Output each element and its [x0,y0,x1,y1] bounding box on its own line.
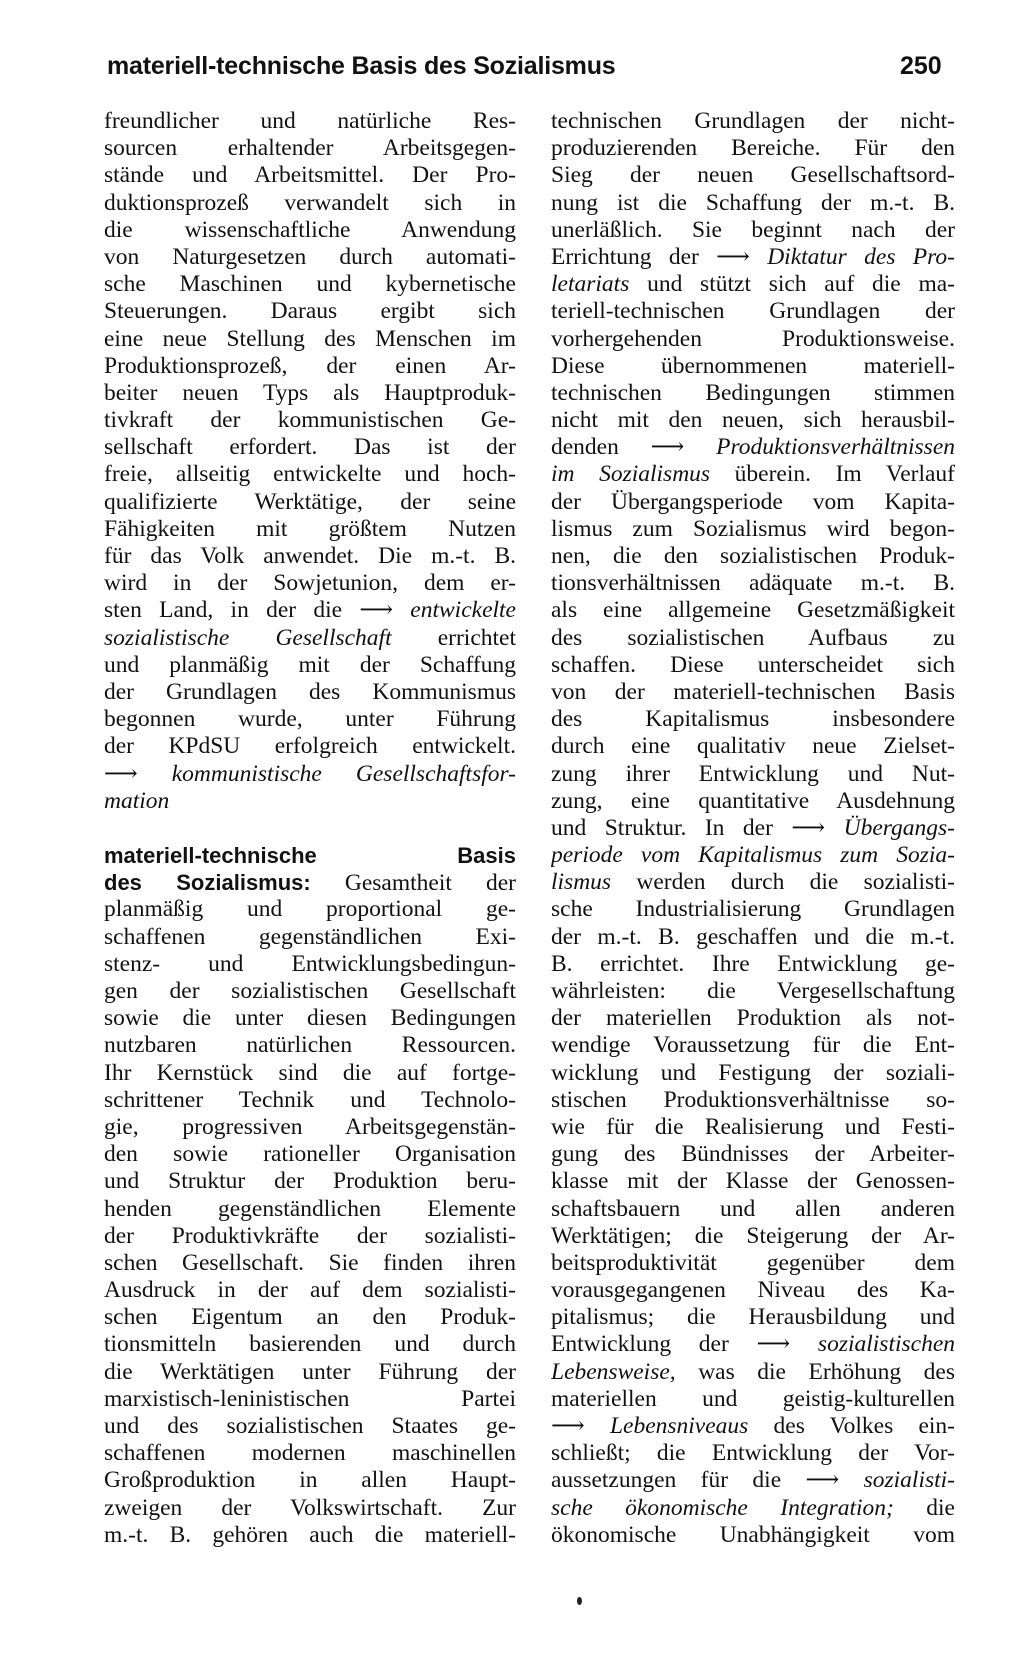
text-line: die Werktätigen unter Führung der [104,1358,516,1385]
page-number: 250 [900,52,942,80]
text-line: den sowie rationeller Organisation [104,1141,516,1168]
text-line: tionsverhältnissen adäquate m.-t. B. [551,570,955,597]
text-line: von der materiell-technischen Basis [551,678,955,705]
text-line: Lebensweise, was die Erhöhung des [551,1358,955,1385]
cross-reference[interactable]: lismus [551,869,612,896]
text-line: duktionsprozeß verwandelt sich in [104,189,516,216]
text-line: freundlicher und natürliche Res- [104,108,516,134]
cross-reference[interactable]: sche ökonomische Integration; [551,1494,894,1521]
headword: Basis [457,843,516,869]
text-line: Sieg der neuen Gesellschaftsord- [551,162,955,189]
text-line: stenz- und Entwicklungsbedingun- [104,950,516,977]
text-line: schrittener Technik und Technolo- [104,1086,516,1113]
text-line: gie, progressiven Arbeitsgegenstän- [104,1113,516,1140]
text-line: Entwicklung der ⟶ sozialistischen [551,1331,955,1358]
text-line: stischen Produktionsverhältnisse so- [551,1086,955,1113]
text-line: stände und Arbeitsmittel. Der Pro- [104,162,516,189]
text-line: nung ist die Schaffung der m.-t. B. [551,189,955,216]
text-line: schaffenen modernen maschinellen [104,1440,516,1467]
right-column [551,108,955,1549]
cross-reference[interactable]: im Sozialismus [551,461,711,488]
headword: des Sozialismus: [104,870,311,896]
text-line: letariats und stützt sich auf die ma- [551,271,955,298]
text-line: wicklung und Festigung der soziali- [551,1059,955,1086]
text-line [551,842,955,869]
text-line: ⟶ Lebensniveaus des Volkes ein- [551,1413,955,1439]
text-line: der Grundlagen des Kommunismus [104,678,516,705]
text-line: qualifizierte Werktätige, der seine [104,488,516,515]
text-line: Werktätigen; die Steigerung der Ar- [551,1222,955,1249]
text-line: der KPdSU erfolgreich entwickelt. [104,733,516,760]
text-line: produzierenden Bereiche. Für den [551,135,955,162]
text-line: technischen Bedingungen stimmen [551,379,955,406]
text-line: gung des Bündnisses der Arbeiter- [551,1141,955,1168]
text-line: gen der sozialistischen Gesellschaft [104,978,516,1004]
cross-reference[interactable]: sozialisti- [863,1467,955,1494]
text-line: planmäßig und proportional ge- [104,896,516,923]
text-line: nicht mit den neuen, sich herausbil- [551,407,955,434]
text-line: der materiellen Produktion als not- [551,1005,955,1032]
scan-speck [577,1597,582,1605]
text-line: m.-t. B. gehören auch die materiell- [104,1521,516,1548]
text-line: vorhergehenden Produktionsweise. [551,325,955,352]
text-line: Ihr Kernstück sind die auf fortge- [104,1059,516,1086]
cross-reference-arrow-icon: ⟶ [716,243,750,270]
text-line: henden gegenständlichen Elemente [104,1195,516,1222]
text-line: für das Volk anwendet. Die m.-t. B. [104,543,516,569]
running-head: materiell-technische Basis des Sozialismus [107,52,616,80]
text-line: Diese übernommenen materiell- [551,352,955,379]
text-line: die wissenschaftliche Anwendung [104,216,516,243]
text-line: schaffen. Diese unterscheidet sich [551,651,955,678]
cross-reference[interactable]: mation [104,787,170,814]
cross-reference-arrow-icon: ⟶ [551,1413,585,1439]
text-line [104,761,516,788]
text-line: sche Industrialisierung Grundlagen [551,896,955,923]
text-line: des Kapitalismus insbesondere [551,706,955,733]
cross-reference[interactable]: entwickelte [410,597,516,624]
text-line: schaftsbauern und allen anderen [551,1195,955,1222]
text-line: wird in der Sowjetunion, dem er- [104,570,516,597]
text-line: sche ökonomische Integration; die [551,1494,955,1521]
text-line: und Struktur. In der ⟶ Übergangs- [551,814,955,841]
text-line: lismus werden durch die sozialisti- [551,869,955,896]
text-line: währleisten: die Vergesellschaftung [551,978,955,1004]
text-line: zweigen der Volkswirtschaft. Zur [104,1494,516,1521]
text-line: Errichtung der ⟶ Diktatur des Pro- [551,243,955,270]
text-line: aussetzungen für die ⟶ sozialisti- [551,1467,955,1494]
text-line: freie, allseitig entwickelte und hoch- [104,461,516,488]
cross-reference[interactable]: Diktatur des Pro- [767,243,955,270]
text-line: der m.-t. B. geschaffen und die m.-t. [551,923,955,950]
text-line: schen Gesellschaft. Sie finden ihren [104,1249,516,1276]
headword: materiell-technische [104,843,317,869]
text-line: sozialistische Gesellschaft errichtet [104,624,516,651]
text-line: sche Maschinen und kybernetische [104,271,516,298]
text-line: nutzbaren natürlichen Ressourcen. [104,1032,516,1059]
text-line: und Struktur der Produktion beru- [104,1168,516,1195]
cross-reference-arrow-icon: ⟶ [756,1331,791,1358]
cross-reference[interactable]: kommunistische Gesellschaftsfor- [171,760,516,787]
headword-line: des Sozialismus: Gesamtheit der [104,870,516,897]
text-line [104,788,516,815]
cross-reference[interactable]: letariats [551,271,630,298]
text-line: schließt; die Entwicklung der Vor- [551,1440,955,1467]
text-line: sowie die unter diesen Bedingungen [104,1005,516,1032]
text-line: klasse mit der Klasse der Genossen- [551,1168,955,1195]
text-line: Fähigkeiten mit größtem Nutzen [104,515,516,542]
text-line: teriell-technischen Grundlagen der [551,298,955,325]
cross-reference[interactable]: sozialistischen [817,1331,955,1358]
text-line: und des sozialistischen Staates ge- [104,1413,516,1439]
cross-reference[interactable]: Lebensniveaus [609,1413,749,1439]
text-line: materiellen und geistig-kulturellen [551,1385,955,1412]
text-line: von Naturgesetzen durch automati- [104,243,516,270]
text-line: wie für die Realisierung und Festi- [551,1113,955,1140]
text-line: vorausgegangenen Niveau des Ka- [551,1277,955,1304]
text-line: B. errichtet. Ihre Entwicklung ge- [551,950,955,977]
cross-reference[interactable]: periode vom Kapitalismus zum Sozia- [551,842,955,869]
text-line: des sozialistischen Aufbaus zu [551,624,955,651]
text-line: Produktionsprozeß, der einen Ar- [104,352,516,379]
text-line: tivkraft der kommunistischen Ge- [104,407,516,434]
text-line: wendige Voraussetzung für die Ent- [551,1032,955,1059]
cross-reference-arrow-icon: ⟶ [791,814,826,841]
text-line: ökonomische Unabhängigkeit vom [551,1521,955,1548]
text-line: nen, die den sozialistischen Produk- [551,543,955,569]
text-line: sellschaft erfordert. Das ist der [104,434,516,461]
text-line: eine neue Stellung des Menschen im [104,325,516,352]
text-line: beitsproduktivität gegenüber dem [551,1249,955,1276]
cross-reference[interactable]: Lebensweise, [551,1358,676,1385]
cross-reference-arrow-icon: ⟶ [650,434,685,461]
text-line: tionsmitteln basierenden und durch [104,1331,516,1358]
text-line: sten Land, in der die ⟶ entwickelte [104,597,516,624]
text-line: begonnen wurde, unter Führung [104,706,516,733]
text-line: marxistisch-leninistischen Partei [104,1385,516,1412]
cross-reference-arrow-icon: ⟶ [359,597,394,624]
text-line: Steuerungen. Daraus ergibt sich [104,298,516,325]
text-line: durch eine qualitativ neue Zielset- [551,733,955,760]
text-line: Ausdruck in der auf dem sozialisti- [104,1277,516,1304]
text-line: der Übergangsperiode vom Kapita- [551,488,955,515]
cross-reference-arrow-icon: ⟶ [104,760,138,787]
text-line: pitalismus; die Herausbildung und [551,1304,955,1331]
entry-spacer [104,815,516,842]
text-line: als eine allgemeine Gesetzmäßigkeit [551,597,955,624]
text-line: der Produktivkräfte der sozialisti- [104,1222,516,1249]
text-line: beiter neuen Typs als Hauptproduk- [104,379,516,406]
text-line: schen Eigentum an den Produk- [104,1304,516,1331]
left-column [104,108,516,1549]
text-line: technischen Grundlagen der nicht- [551,108,955,134]
text-line: schaffenen gegenständlichen Exi- [104,923,516,950]
text-line: im Sozialismus überein. Im Verlauf [551,461,955,488]
text-line: unerläßlich. Sie beginnt nach der [551,216,955,243]
cross-reference[interactable]: Übergangs- [843,814,955,841]
text-line: sourcen erhaltender Arbeitsgegen- [104,135,516,162]
text-line: denden ⟶ Produktionsverhältnissen [551,434,955,461]
text-line: lismus zum Sozialismus wird begon- [551,515,955,542]
headword-line [104,842,516,869]
text-line: zung ihrer Entwicklung und Nut- [551,760,955,787]
cross-reference[interactable]: Produktionsverhältnissen [716,434,955,461]
text-line: und planmäßig mit der Schaffung [104,651,516,678]
cross-reference[interactable]: sozialistische Gesellschaft [104,624,392,651]
cross-reference-arrow-icon: ⟶ [805,1467,840,1494]
text-line: Großproduktion in allen Haupt- [104,1467,516,1494]
text-line: zung, eine quantitative Ausdehnung [551,787,955,814]
